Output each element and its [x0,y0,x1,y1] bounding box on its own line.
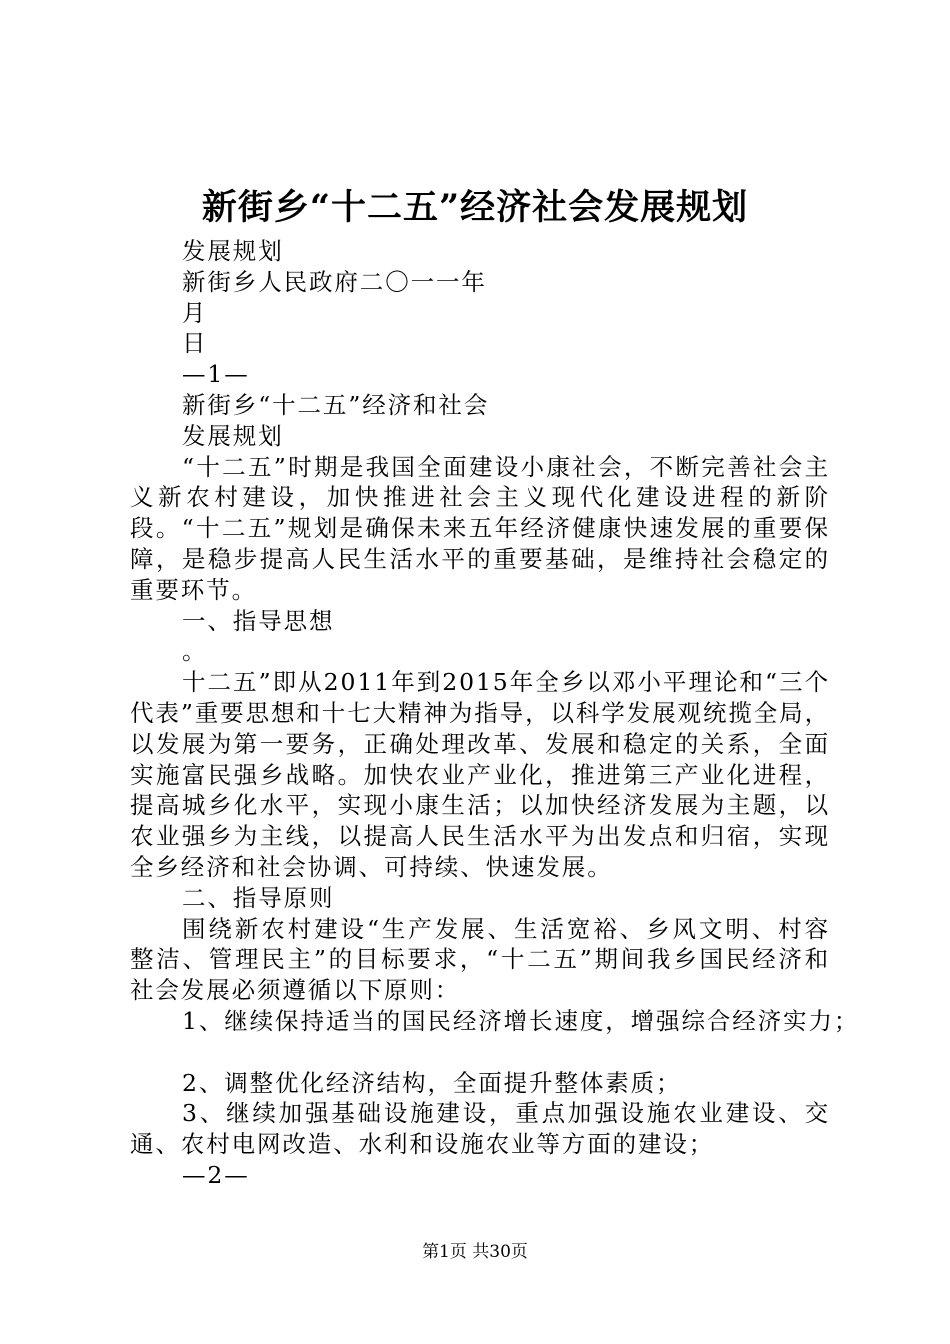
cover-line-subtitle-2: 发展规划 [182,421,284,450]
cover-line-day: 日 [182,329,208,358]
cover-line-subtitle: 新街乡“十二五”经济和社会 [182,390,490,419]
document-body [130,236,860,1191]
section2-item-3: 3、继续加强基础设施建设，重点加强设施农业建设、交通、农村电网改造、水利和设施农业等方面的建设； [130,1099,830,1159]
page-mark-1: —1— [182,360,250,389]
section2-item-1: 1、继续保持适当的国民经济增长速度，增强综合经济实力； [182,1006,860,1035]
section1-heading: 一、指导思想 [182,606,335,635]
cover-line-plan: 发展规划 [182,237,284,265]
section2-paragraph: 围绕新农村建设“生产发展、生活宽裕、乡风文明、村容整洁、管理民主”的目标要求，“十二五”期间我乡国民经济和社会发展必须遵循以下原则： [130,914,830,1005]
section2-heading: 二、指导原则 [182,883,335,912]
blank-line [130,1037,830,1068]
section1-paragraph: 十二五”即从2011年到2015年全乡以邓小平理论和“三个代表”重要思想和十七大精神为指导，以科学发展观统揽全局，以发展为第一要务，正确处理改革、发展和稳定的关系，全面实施富民强乡战略。加快农业产业化，推进第三产业化进程，提高城乡化水平，实现小康生活；以加快经济发展为主题，以农业强乡为主线，以提高人民生活水平为出发点和归宿，实现全乡经济和社会协调、可持续、快速发展。 [130,668,830,881]
document-title: 新街乡“十二五”经济社会发展规划 [201,187,749,228]
page-mark-2: —2— [182,1160,250,1189]
intro-paragraph: “十二五”时期是我国全面建设小康社会，不断完善社会主义新农村建设，加快推进社会主义现代化建设进程的新阶段。“十二五”规划是确保未来五年经济健康快速发展的重要保障，是稳步提高人民生活水平的重要基础，是维持社会稳定的重要环节。 [130,452,830,604]
section1-stray-mark: 。 [182,637,208,666]
section2-item-2: 2、调整优化经济结构，全面提升整体素质； [182,1068,682,1097]
page-footer: 第1页 共30页 [422,1242,528,1262]
cover-line-month: 月 [182,298,208,327]
cover-line-government: 新街乡人民政府二〇一一年 [182,267,487,296]
